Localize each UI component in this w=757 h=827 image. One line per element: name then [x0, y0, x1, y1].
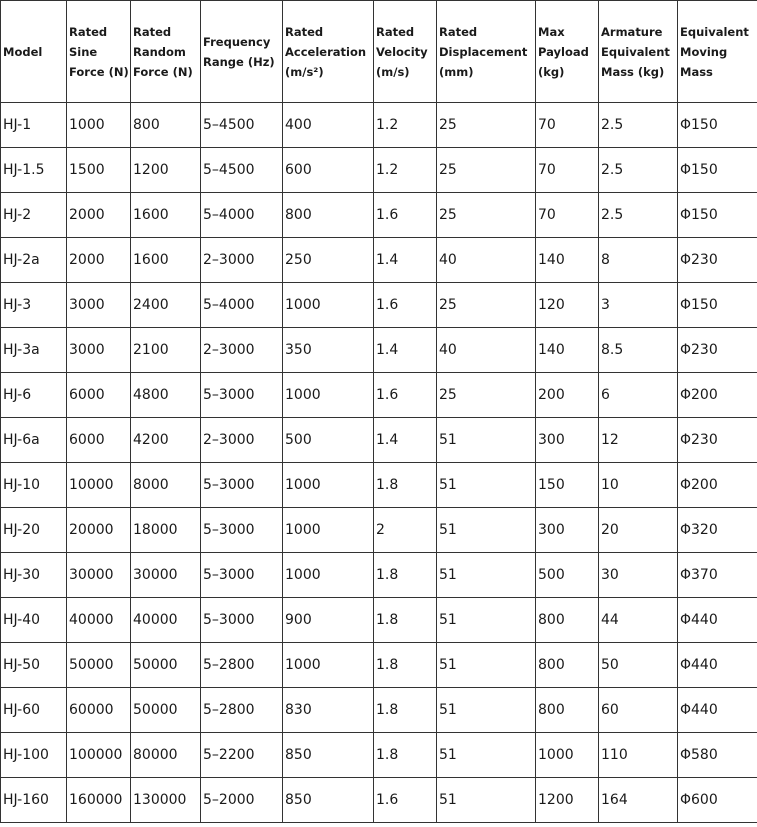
cell-rated-displacement: 40 [437, 238, 536, 283]
cell-rated-velocity: 1.6 [374, 373, 437, 418]
table-row [1, 193, 757, 238]
header-rated-random-force: Rated Random Force (N) [131, 1, 201, 103]
table-row [1, 688, 757, 733]
cell-max-payload: 800 [536, 688, 599, 733]
cell-frequency-range: 5–4500 [201, 148, 283, 193]
cell-rated-acceleration: 250 [283, 238, 374, 283]
cell-rated-random-force: 8000 [131, 463, 201, 508]
cell-equivalent-moving-mass: Φ150 [678, 103, 757, 148]
cell-rated-displacement: 51 [437, 643, 536, 688]
cell-rated-acceleration: 800 [283, 193, 374, 238]
cell-rated-acceleration: 900 [283, 598, 374, 643]
cell-armature-equivalent-mass: 2.5 [599, 193, 678, 238]
cell-max-payload: 1000 [536, 733, 599, 778]
cell-rated-random-force: 40000 [131, 598, 201, 643]
cell-rated-acceleration: 1000 [283, 283, 374, 328]
cell-rated-velocity: 1.6 [374, 193, 437, 238]
cell-max-payload: 140 [536, 238, 599, 283]
cell-rated-acceleration: 350 [283, 328, 374, 373]
cell-max-payload: 70 [536, 103, 599, 148]
cell-rated-sine-force: 20000 [67, 508, 131, 553]
cell-rated-random-force: 130000 [131, 778, 201, 823]
cell-rated-velocity: 1.8 [374, 643, 437, 688]
cell-rated-displacement: 51 [437, 553, 536, 598]
cell-rated-acceleration: 1000 [283, 643, 374, 688]
cell-armature-equivalent-mass: 8 [599, 238, 678, 283]
header-row [1, 1, 757, 103]
cell-armature-equivalent-mass: 60 [599, 688, 678, 733]
table-row [1, 238, 757, 283]
cell-max-payload: 800 [536, 643, 599, 688]
cell-model: HJ-160 [1, 778, 67, 823]
cell-rated-sine-force: 3000 [67, 283, 131, 328]
cell-armature-equivalent-mass: 12 [599, 418, 678, 463]
cell-model: HJ-100 [1, 733, 67, 778]
cell-rated-velocity: 1.8 [374, 463, 437, 508]
cell-equivalent-moving-mass: Φ440 [678, 598, 757, 643]
cell-max-payload: 500 [536, 553, 599, 598]
cell-model: HJ-20 [1, 508, 67, 553]
header-rated-velocity: Rated Velocity (m/s) [374, 1, 437, 103]
cell-equivalent-moving-mass: Φ370 [678, 553, 757, 598]
cell-rated-displacement: 51 [437, 508, 536, 553]
cell-rated-displacement: 25 [437, 148, 536, 193]
cell-rated-random-force: 4200 [131, 418, 201, 463]
cell-rated-displacement: 40 [437, 328, 536, 373]
cell-rated-acceleration: 850 [283, 778, 374, 823]
table-row [1, 418, 757, 463]
cell-armature-equivalent-mass: 44 [599, 598, 678, 643]
cell-frequency-range: 5–3000 [201, 508, 283, 553]
table-row [1, 643, 757, 688]
cell-frequency-range: 5–2800 [201, 688, 283, 733]
cell-rated-velocity: 2 [374, 508, 437, 553]
cell-rated-sine-force: 3000 [67, 328, 131, 373]
cell-frequency-range: 2–3000 [201, 418, 283, 463]
cell-rated-velocity: 1.6 [374, 283, 437, 328]
cell-model: HJ-1.5 [1, 148, 67, 193]
cell-rated-random-force: 2400 [131, 283, 201, 328]
cell-rated-sine-force: 100000 [67, 733, 131, 778]
cell-rated-random-force: 18000 [131, 508, 201, 553]
cell-equivalent-moving-mass: Φ600 [678, 778, 757, 823]
cell-frequency-range: 5–4000 [201, 193, 283, 238]
cell-max-payload: 200 [536, 373, 599, 418]
table-body [1, 103, 757, 823]
cell-equivalent-moving-mass: Φ150 [678, 148, 757, 193]
cell-rated-velocity: 1.8 [374, 553, 437, 598]
cell-rated-velocity: 1.8 [374, 688, 437, 733]
cell-rated-acceleration: 1000 [283, 463, 374, 508]
cell-rated-displacement: 51 [437, 418, 536, 463]
cell-model: HJ-30 [1, 553, 67, 598]
cell-rated-sine-force: 6000 [67, 418, 131, 463]
cell-armature-equivalent-mass: 30 [599, 553, 678, 598]
cell-max-payload: 120 [536, 283, 599, 328]
cell-rated-displacement: 25 [437, 103, 536, 148]
cell-frequency-range: 5–4000 [201, 283, 283, 328]
cell-rated-acceleration: 400 [283, 103, 374, 148]
cell-armature-equivalent-mass: 3 [599, 283, 678, 328]
cell-armature-equivalent-mass: 164 [599, 778, 678, 823]
cell-max-payload: 800 [536, 598, 599, 643]
cell-rated-sine-force: 30000 [67, 553, 131, 598]
cell-model: HJ-6a [1, 418, 67, 463]
cell-rated-random-force: 4800 [131, 373, 201, 418]
table-row [1, 463, 757, 508]
header-armature-equivalent-mass: Armature Equivalent Mass (kg) [599, 1, 678, 103]
cell-frequency-range: 5–3000 [201, 373, 283, 418]
cell-armature-equivalent-mass: 8.5 [599, 328, 678, 373]
cell-equivalent-moving-mass: Φ200 [678, 373, 757, 418]
cell-model: HJ-1 [1, 103, 67, 148]
cell-armature-equivalent-mass: 10 [599, 463, 678, 508]
cell-rated-acceleration: 850 [283, 733, 374, 778]
cell-model: HJ-6 [1, 373, 67, 418]
table-row [1, 553, 757, 598]
cell-max-payload: 70 [536, 193, 599, 238]
cell-rated-velocity: 1.8 [374, 598, 437, 643]
header-rated-sine-force: Rated Sine Force (N) [67, 1, 131, 103]
cell-model: HJ-50 [1, 643, 67, 688]
table-row [1, 373, 757, 418]
cell-model: HJ-2a [1, 238, 67, 283]
cell-rated-random-force: 1600 [131, 238, 201, 283]
cell-rated-displacement: 25 [437, 193, 536, 238]
cell-rated-acceleration: 1000 [283, 553, 374, 598]
cell-frequency-range: 5–2000 [201, 778, 283, 823]
cell-armature-equivalent-mass: 50 [599, 643, 678, 688]
cell-rated-displacement: 51 [437, 598, 536, 643]
cell-rated-velocity: 1.4 [374, 238, 437, 283]
cell-rated-acceleration: 1000 [283, 373, 374, 418]
cell-equivalent-moving-mass: Φ150 [678, 283, 757, 328]
cell-equivalent-moving-mass: Φ150 [678, 193, 757, 238]
cell-rated-velocity: 1.4 [374, 328, 437, 373]
cell-max-payload: 300 [536, 418, 599, 463]
cell-armature-equivalent-mass: 6 [599, 373, 678, 418]
cell-equivalent-moving-mass: Φ230 [678, 238, 757, 283]
cell-rated-velocity: 1.2 [374, 103, 437, 148]
cell-max-payload: 300 [536, 508, 599, 553]
cell-model: HJ-60 [1, 688, 67, 733]
cell-rated-random-force: 80000 [131, 733, 201, 778]
cell-rated-sine-force: 2000 [67, 193, 131, 238]
header-model: Model [1, 1, 67, 103]
table-row [1, 733, 757, 778]
table-row [1, 598, 757, 643]
cell-rated-displacement: 51 [437, 688, 536, 733]
cell-rated-sine-force: 1000 [67, 103, 131, 148]
cell-rated-random-force: 800 [131, 103, 201, 148]
cell-rated-velocity: 1.8 [374, 733, 437, 778]
cell-frequency-range: 2–3000 [201, 238, 283, 283]
cell-max-payload: 70 [536, 148, 599, 193]
cell-rated-random-force: 50000 [131, 643, 201, 688]
cell-rated-random-force: 1200 [131, 148, 201, 193]
cell-model: HJ-3 [1, 283, 67, 328]
cell-rated-velocity: 1.4 [374, 418, 437, 463]
table-row [1, 283, 757, 328]
cell-rated-sine-force: 160000 [67, 778, 131, 823]
cell-frequency-range: 5–3000 [201, 598, 283, 643]
cell-armature-equivalent-mass: 20 [599, 508, 678, 553]
cell-equivalent-moving-mass: Φ230 [678, 328, 757, 373]
cell-rated-displacement: 51 [437, 463, 536, 508]
cell-equivalent-moving-mass: Φ320 [678, 508, 757, 553]
cell-frequency-range: 5–3000 [201, 553, 283, 598]
cell-equivalent-moving-mass: Φ580 [678, 733, 757, 778]
cell-rated-random-force: 30000 [131, 553, 201, 598]
cell-rated-sine-force: 50000 [67, 643, 131, 688]
cell-model: HJ-40 [1, 598, 67, 643]
cell-rated-sine-force: 40000 [67, 598, 131, 643]
cell-frequency-range: 5–2200 [201, 733, 283, 778]
table-row [1, 778, 757, 823]
cell-rated-random-force: 1600 [131, 193, 201, 238]
cell-model: HJ-10 [1, 463, 67, 508]
table-row [1, 508, 757, 553]
cell-equivalent-moving-mass: Φ200 [678, 463, 757, 508]
cell-rated-acceleration: 1000 [283, 508, 374, 553]
header-equivalent-moving-mass: Equivalent Moving Mass [678, 1, 757, 103]
cell-model: HJ-2 [1, 193, 67, 238]
cell-frequency-range: 5–4500 [201, 103, 283, 148]
table-row [1, 148, 757, 193]
cell-armature-equivalent-mass: 2.5 [599, 103, 678, 148]
cell-rated-velocity: 1.6 [374, 778, 437, 823]
cell-equivalent-moving-mass: Φ440 [678, 643, 757, 688]
cell-rated-sine-force: 60000 [67, 688, 131, 733]
header-frequency-range: Frequency Range (Hz) [201, 1, 283, 103]
cell-model: HJ-3a [1, 328, 67, 373]
cell-rated-displacement: 51 [437, 733, 536, 778]
cell-frequency-range: 5–2800 [201, 643, 283, 688]
cell-rated-sine-force: 2000 [67, 238, 131, 283]
cell-rated-acceleration: 830 [283, 688, 374, 733]
header-max-payload: Max Payload (kg) [536, 1, 599, 103]
cell-frequency-range: 2–3000 [201, 328, 283, 373]
cell-rated-sine-force: 1500 [67, 148, 131, 193]
cell-armature-equivalent-mass: 110 [599, 733, 678, 778]
cell-rated-displacement: 25 [437, 283, 536, 328]
cell-max-payload: 1200 [536, 778, 599, 823]
cell-rated-random-force: 2100 [131, 328, 201, 373]
header-rated-acceleration: Rated Acceleration (m/s²) [283, 1, 374, 103]
cell-rated-acceleration: 600 [283, 148, 374, 193]
cell-armature-equivalent-mass: 2.5 [599, 148, 678, 193]
cell-equivalent-moving-mass: Φ230 [678, 418, 757, 463]
cell-max-payload: 150 [536, 463, 599, 508]
cell-rated-random-force: 50000 [131, 688, 201, 733]
table-row [1, 103, 757, 148]
cell-rated-velocity: 1.2 [374, 148, 437, 193]
cell-frequency-range: 5–3000 [201, 463, 283, 508]
cell-rated-acceleration: 500 [283, 418, 374, 463]
cell-equivalent-moving-mass: Φ440 [678, 688, 757, 733]
cell-rated-displacement: 51 [437, 778, 536, 823]
cell-max-payload: 140 [536, 328, 599, 373]
table-row [1, 328, 757, 373]
cell-rated-displacement: 25 [437, 373, 536, 418]
cell-rated-sine-force: 10000 [67, 463, 131, 508]
header-rated-displacement: Rated Displacement (mm) [437, 1, 536, 103]
cell-rated-sine-force: 6000 [67, 373, 131, 418]
